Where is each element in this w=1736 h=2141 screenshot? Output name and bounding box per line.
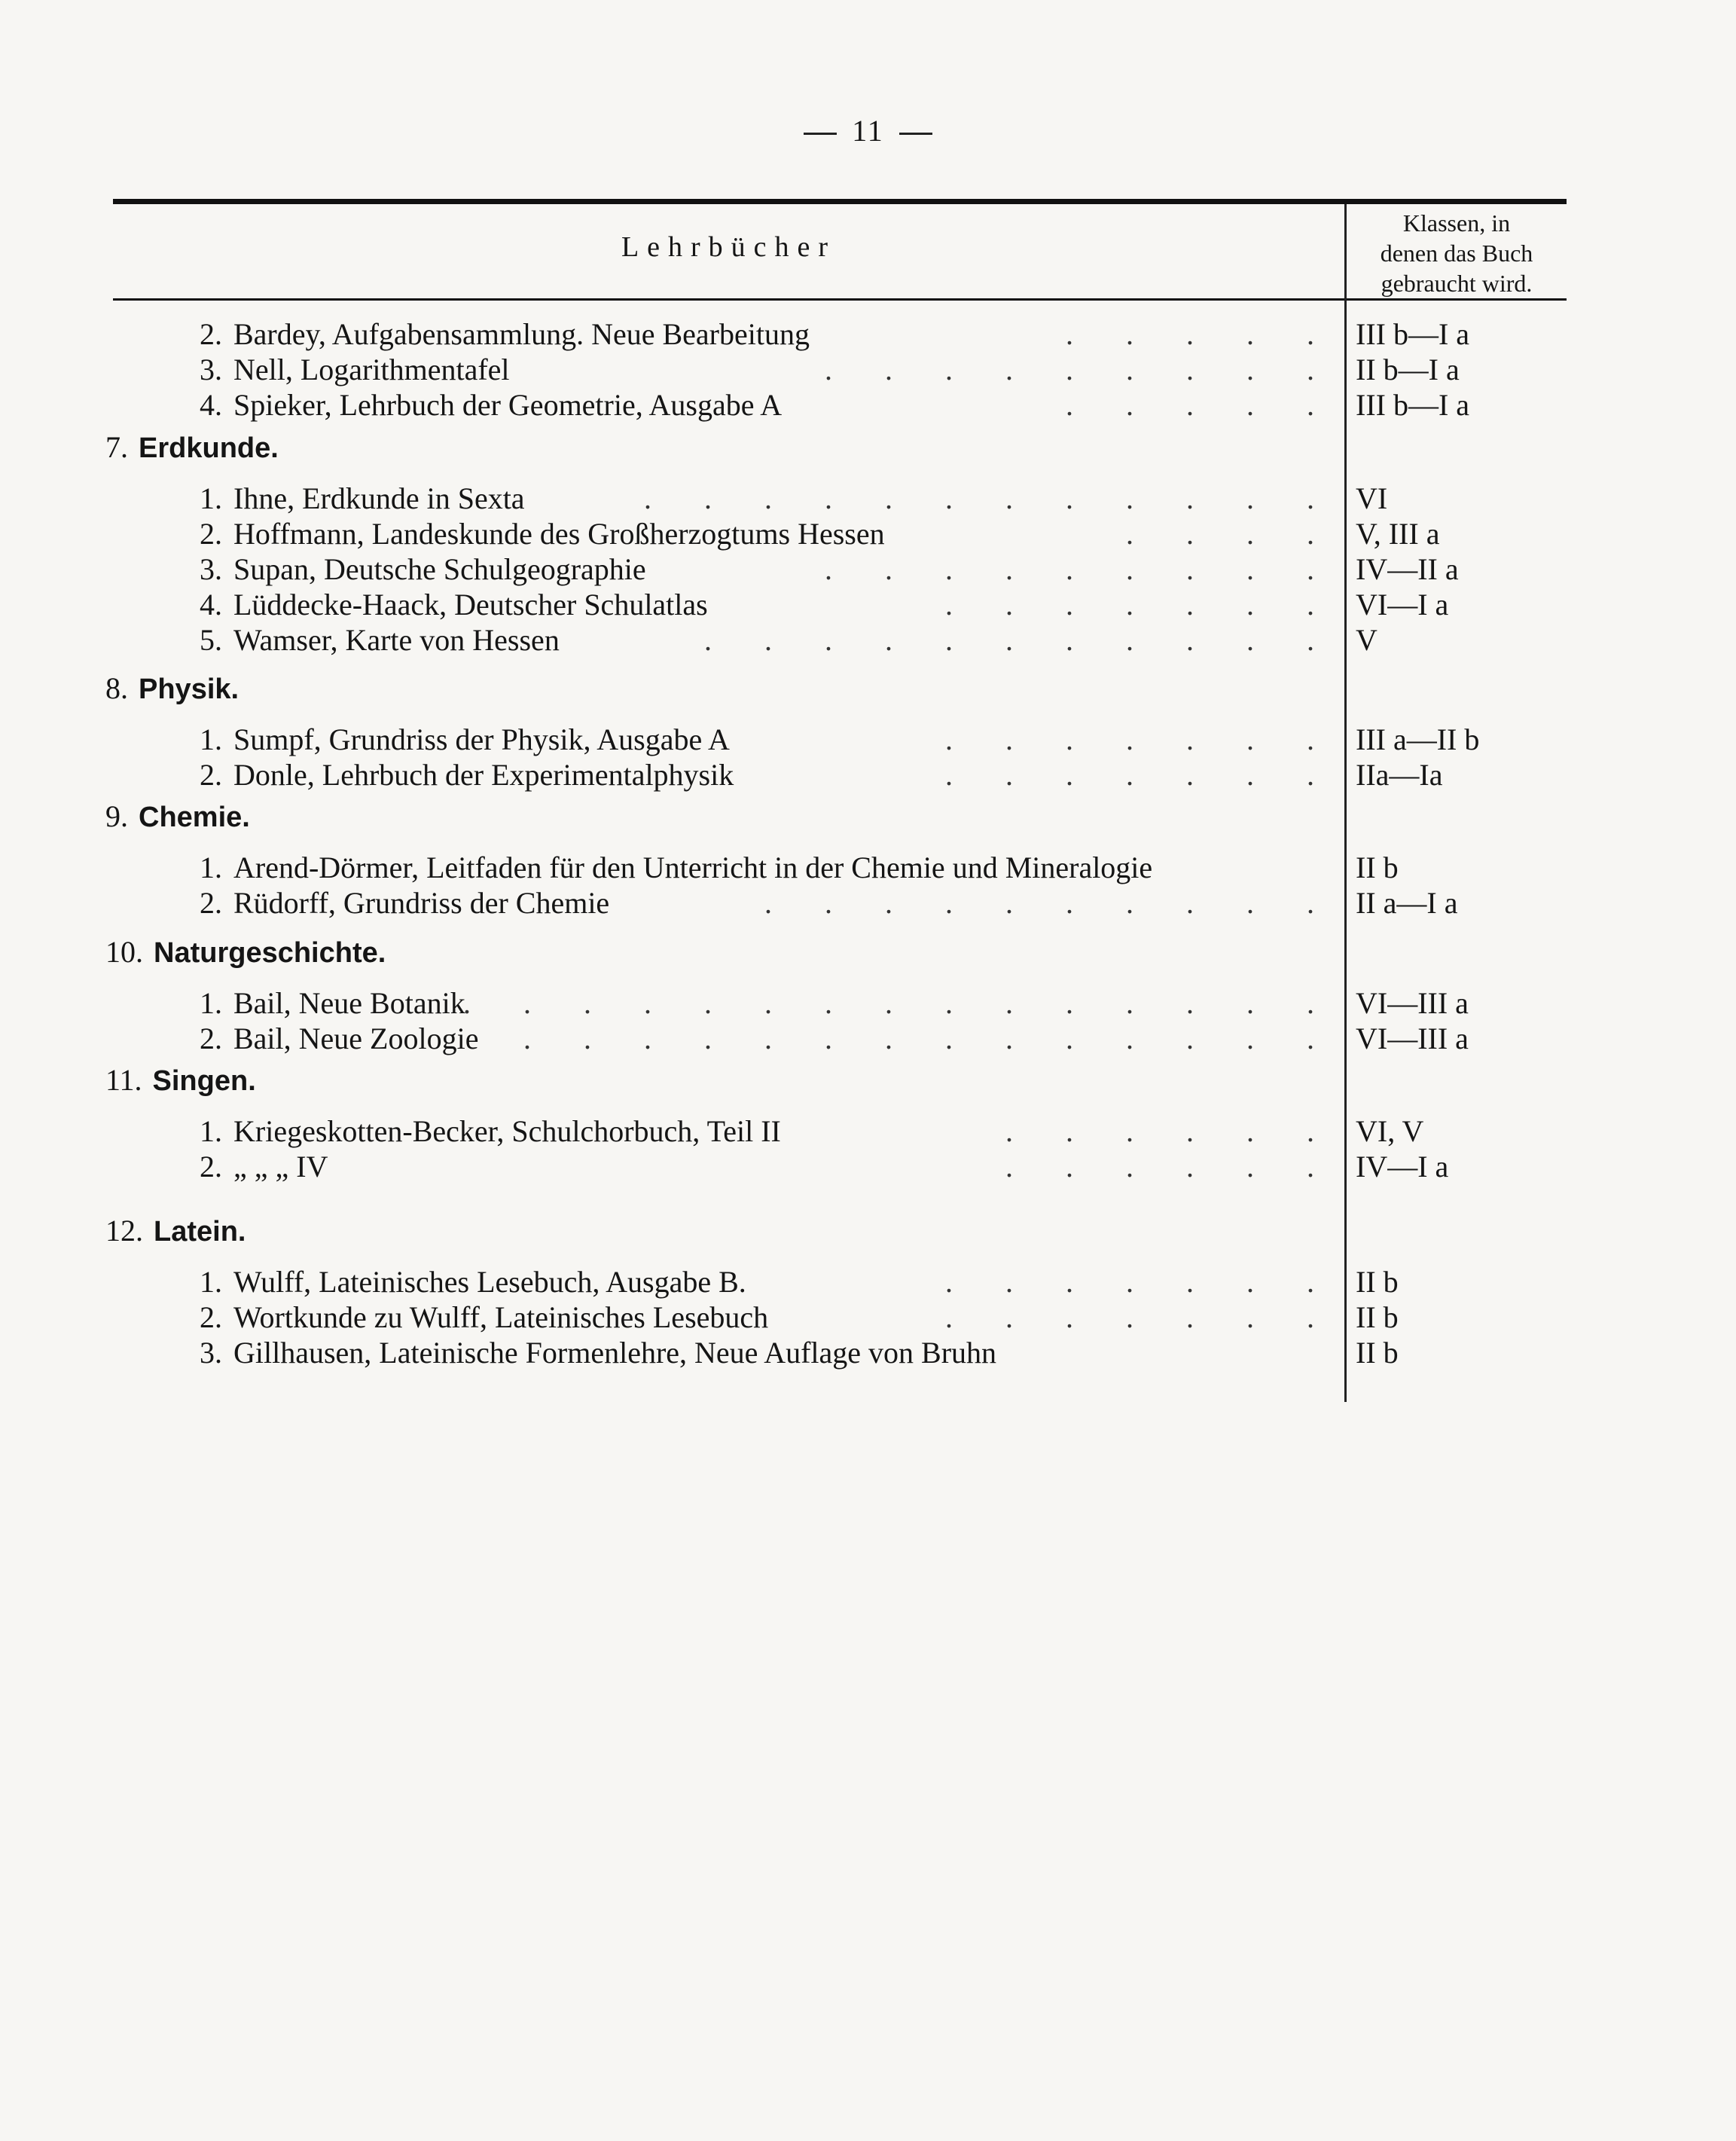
book-row: [0, 622, 1736, 667]
leader-dots: . . . . . . . . . . . .: [644, 481, 1337, 515]
book-number: 2.: [200, 758, 222, 792]
table-top-rule: [113, 199, 1567, 204]
book-number: 2.: [200, 317, 222, 351]
book-classes: VI—III a: [1356, 1022, 1469, 1055]
page-number: [0, 113, 1736, 148]
leader-dots: . . . . . . .: [945, 1265, 1337, 1299]
book-row: [0, 1021, 1736, 1066]
book-title: Kriegeskotten-Becker, Schulchorbuch, Teil II: [233, 1114, 781, 1148]
leader-dots: . . . . . . .: [945, 1300, 1337, 1334]
leader-dots: . . . . . . . . . . . . . .: [523, 1022, 1337, 1055]
book-classes: V, III a: [1356, 517, 1440, 551]
book-title: Supan, Deutsche Schulgeographie: [233, 552, 646, 586]
leader-dots: . . . . . . . . . . . . . . .: [463, 986, 1337, 1020]
leader-dots: . . . . . .: [1005, 1150, 1337, 1184]
book-title: Wortkunde zu Wulff, Lateinisches Lesebuch: [233, 1300, 769, 1334]
leader-dots: . . . . . .: [1005, 1114, 1337, 1148]
classes-heading-line: gebraucht wird.: [1381, 270, 1533, 297]
book-classes: II a—I a: [1356, 886, 1458, 920]
book-title: Nell, Logarithmentafel: [233, 353, 510, 386]
book-number: 2.: [200, 1300, 222, 1334]
book-classes: II b: [1356, 1336, 1399, 1370]
book-row: [0, 387, 1736, 432]
classes-heading-line: Klassen, in: [1402, 209, 1511, 237]
section-number: 7.: [105, 430, 128, 464]
book-number: 1.: [200, 1114, 222, 1148]
book-classes: VI: [1356, 481, 1388, 515]
leader-dots: . . . . . . .: [945, 722, 1337, 756]
book-title: Donle, Lehrbuch der Experimentalphysik: [233, 758, 734, 792]
book-number: 3.: [200, 1336, 222, 1370]
book-row: [0, 757, 1736, 802]
section-name: Naturgeschichte.: [154, 937, 386, 969]
book-number: 4.: [200, 388, 222, 422]
book-number: 1.: [200, 481, 222, 515]
book-row: [0, 1335, 1736, 1380]
leader-dots: . . . . . . .: [945, 588, 1337, 622]
book-classes: IIa—Ia: [1356, 758, 1443, 792]
section-heading: [105, 1213, 246, 1248]
book-title: Wulff, Lateinisches Lesebuch, Ausgabe B.: [233, 1265, 746, 1299]
leader-dots: . . . . . . .: [945, 758, 1337, 792]
book-classes: IV—I a: [1356, 1150, 1449, 1184]
section-heading: [105, 799, 250, 834]
book-classes: VI, V: [1356, 1114, 1424, 1148]
section-heading: [105, 429, 279, 465]
book-number: 3.: [200, 353, 222, 386]
leader-dots: . . . . .: [1066, 317, 1337, 351]
book-classes: II b—I a: [1356, 353, 1460, 386]
page-number-text: 11: [852, 114, 884, 148]
classes-heading-line: denen das Buch: [1380, 240, 1533, 267]
section-name: Erdkunde.: [139, 432, 279, 464]
book-number: 2.: [200, 1150, 222, 1184]
section-heading: [105, 670, 239, 706]
book-classes: IV—II a: [1356, 552, 1459, 586]
book-title: Spieker, Lehrbuch der Geometrie, Ausgabe A: [233, 388, 783, 422]
leader-dots: . . . . . . . . . . .: [704, 623, 1337, 657]
book-classes: II b: [1356, 851, 1399, 884]
section-name: Chemie.: [139, 802, 250, 833]
section-name: Latein.: [154, 1216, 246, 1248]
book-number: 1.: [200, 986, 222, 1020]
book-classes: V: [1356, 623, 1378, 657]
book-title: Arend-Dörmer, Leitfaden für den Unterricht in der Chemie und Mineralogie: [233, 851, 1153, 884]
section-number: 12.: [105, 1214, 143, 1248]
leader-dots: . . . . .: [1066, 388, 1337, 422]
book-number: 1.: [200, 1265, 222, 1299]
book-number: 5.: [200, 623, 222, 657]
book-title: Gillhausen, Lateinische Formenlehre, Neue Auflage von Bruhn: [233, 1336, 997, 1370]
book-classes: III b—I a: [1356, 317, 1470, 351]
book-title: Ihne, Erdkunde in Sexta: [233, 481, 525, 515]
leader-dots: . . . . . . . . .: [825, 353, 1337, 386]
book-classes: III a—II b: [1356, 722, 1480, 756]
book-classes: III b—I a: [1356, 388, 1470, 422]
book-title: Bardey, Aufgabensammlung. Neue Bearbeitung: [233, 317, 810, 351]
book-row: [0, 1149, 1736, 1194]
book-classes: VI—III a: [1356, 986, 1469, 1020]
book-title: Lüddecke-Haack, Deutscher Schulatlas: [233, 588, 708, 622]
book-title: Rüdorff, Grundriss der Chemie: [233, 886, 610, 920]
section-number: 10.: [105, 935, 143, 969]
book-title: Hoffmann, Landeskunde des Großherzogtums Hessen: [233, 517, 885, 551]
leader-dots: . . . . . . . . . .: [764, 886, 1337, 920]
dash-left: [804, 133, 837, 135]
book-classes: II b: [1356, 1300, 1399, 1334]
book-number: 3.: [200, 552, 222, 586]
section-name: Physik.: [139, 673, 240, 705]
book-title: „ „ „ IV: [233, 1150, 328, 1184]
section-heading: [105, 1062, 256, 1098]
book-classes: II b: [1356, 1265, 1399, 1299]
section-name: Singen.: [152, 1065, 256, 1097]
book-number: 2.: [200, 1022, 222, 1055]
book-title: Sumpf, Grundriss der Physik, Ausgabe A: [233, 722, 730, 756]
book-row: [0, 885, 1736, 930]
book-number: 2.: [200, 886, 222, 920]
section-number: 9.: [105, 799, 128, 833]
book-number: 4.: [200, 588, 222, 622]
book-title: Wamser, Karte von Hessen: [233, 623, 560, 657]
book-number: 1.: [200, 722, 222, 756]
section-number: 8.: [105, 671, 128, 705]
book-title: Bail, Neue Botanik: [233, 986, 465, 1020]
table-header-rule: [113, 298, 1567, 301]
section-heading: [105, 934, 386, 970]
book-classes: VI—I a: [1356, 588, 1449, 622]
book-number: 2.: [200, 517, 222, 551]
dash-right: [899, 133, 932, 135]
book-title: Bail, Neue Zoologie: [233, 1022, 479, 1055]
section-number: 11.: [105, 1063, 142, 1097]
table-header-classes: [1347, 208, 1567, 298]
leader-dots: . . . .: [1126, 517, 1337, 551]
table-header-title: Lehrbücher: [621, 231, 837, 263]
book-number: 1.: [200, 851, 222, 884]
leader-dots: . . . . . . . . .: [825, 552, 1337, 586]
